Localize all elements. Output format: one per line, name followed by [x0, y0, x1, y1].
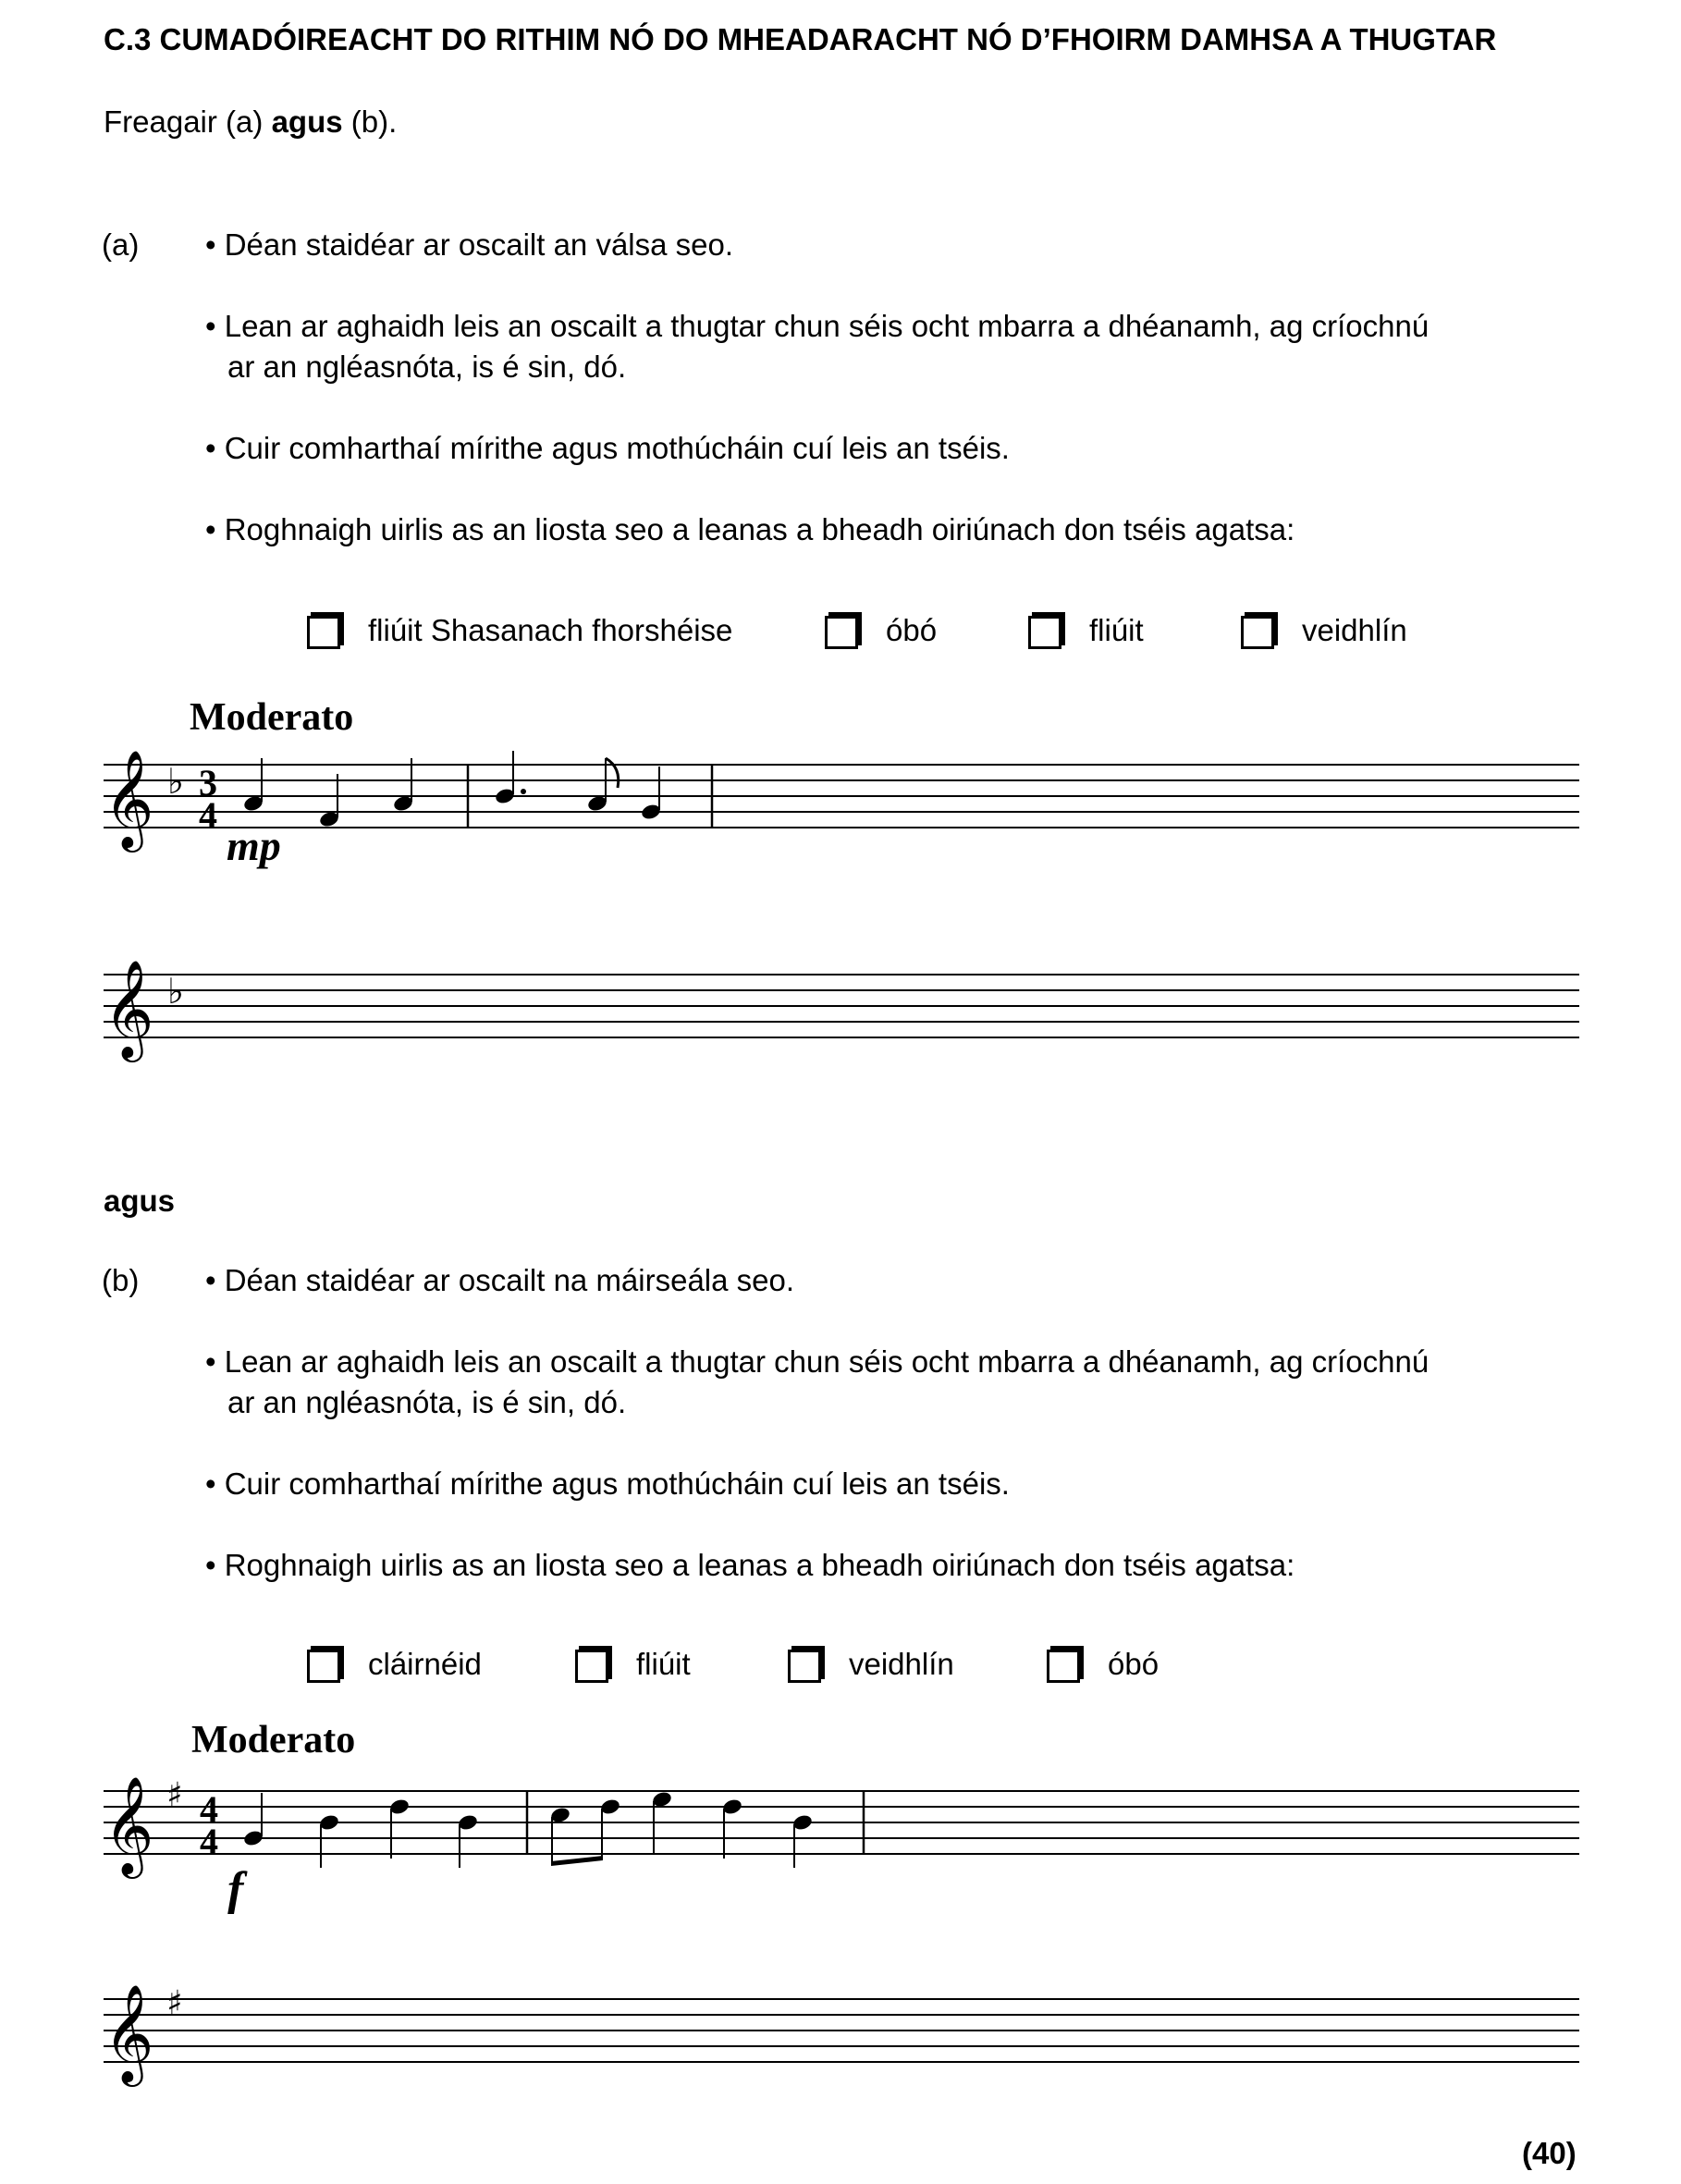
instruction: [104, 104, 397, 140]
note: [392, 758, 414, 813]
option-a-oboe[interactable]: [825, 612, 937, 649]
staff-lines: [104, 1999, 1579, 2062]
note: [791, 1813, 814, 1868]
dynamic-marking: mp: [227, 822, 281, 869]
note: [599, 1798, 621, 1859]
dynamic-marking: f: [227, 1863, 244, 1914]
option-label: fliúit: [1089, 613, 1144, 647]
checkbox-icon[interactable]: [575, 1650, 608, 1683]
section-title: C.3 CUMADÓIREACHT DO RITHIM NÓ DO MHEADARACHT NÓ D’FHOIRM DAMHSA A THUGTAR: [104, 22, 1497, 56]
option-b-violin[interactable]: [788, 1646, 954, 1683]
option-a-english-horn[interactable]: [307, 612, 732, 649]
part-b-bullet-2-cont: ar an ngléasnóta, is é sin, dó.: [227, 1385, 627, 1419]
note: [242, 758, 264, 813]
instruction-bold: agus: [271, 104, 343, 139]
option-label: fliúit: [636, 1647, 691, 1681]
note: [640, 767, 662, 821]
staff-a-2[interactable]: [0, 943, 1681, 1082]
beam: [551, 1856, 603, 1866]
part-a-bullet-4: • Roghnaigh uirlis as an liosta seo a leanas a bheadh oiriúnach don tséis agatsa:: [205, 512, 1295, 546]
part-b-bullet-3: • Cuir comharthaí mírithe agus mothúcháin cuí leis an tséis.: [205, 1466, 1010, 1501]
checkbox-icon[interactable]: [825, 616, 858, 649]
option-label: veidhlín: [849, 1647, 954, 1681]
checkbox-icon[interactable]: [1047, 1650, 1080, 1683]
marks-total: (40): [1522, 2136, 1577, 2170]
staff-lines: [104, 975, 1579, 1037]
part-b-bullet-2: • Lean ar aghaidh leis an oscailt a thugtar chun séis ocht mbarra a dhéanamh, ag críochnú: [205, 1344, 1429, 1379]
staff-b-2[interactable]: [0, 1960, 1681, 2099]
note: [494, 751, 526, 805]
note: [318, 1813, 340, 1868]
option-b-oboe[interactable]: [1047, 1646, 1159, 1683]
option-a-violin[interactable]: [1241, 612, 1407, 649]
part-a-bullet-2: • Lean ar aghaidh leis an oscailt a thugtar chun séis ocht mbarra a dhéanamh, ag críochnú: [205, 309, 1429, 343]
option-label: fliúit Shasanach fhorshéise: [368, 613, 733, 647]
tempo-marking-a: Moderato: [190, 696, 354, 739]
part-b-label: (b): [102, 1263, 140, 1297]
note: [457, 1813, 479, 1868]
part-a-bullet-2-cont: ar an ngléasnóta, is é sin, dó.: [227, 350, 627, 384]
tempo-marking-b: Moderato: [191, 1719, 356, 1761]
option-a-flute[interactable]: [1028, 612, 1144, 649]
part-a-bullet-1: • Déan staidéar ar oscailt an válsa seo.: [205, 227, 734, 262]
checkbox-icon[interactable]: [307, 1650, 340, 1683]
time-signature-bottom: 4: [199, 794, 217, 836]
key-sharp-icon: ♯: [166, 1984, 183, 2022]
instruction-text-end: (b).: [342, 104, 398, 139]
checkbox-icon[interactable]: [788, 1650, 821, 1683]
checkbox-icon[interactable]: [1241, 616, 1274, 649]
key-flat-icon: ♭: [167, 761, 184, 802]
option-label: veidhlín: [1302, 613, 1407, 647]
part-a-bullet-3: • Cuir comharthaí mírithe agus mothúcháin cuí leis an tséis.: [205, 431, 1010, 465]
checkbox-icon[interactable]: [1028, 616, 1061, 649]
part-b-bullet-1: • Déan staidéar ar oscailt na máirseála seo.: [205, 1263, 795, 1297]
note: [586, 758, 619, 813]
key-flat-icon: ♭: [167, 971, 184, 1012]
treble-clef-icon: 𝄞: [104, 749, 154, 848]
note: [388, 1798, 411, 1859]
checkbox-icon[interactable]: [307, 616, 340, 649]
note: [318, 774, 340, 828]
option-label: cláirnéid: [368, 1647, 482, 1681]
option-label: óbó: [886, 613, 938, 647]
option-b-flute[interactable]: [575, 1646, 691, 1683]
treble-clef-icon: 𝄞: [104, 1775, 154, 1874]
part-b-bullet-4: • Roghnaigh uirlis as an liosta seo a leanas a bheadh oiriúnach don tséis agatsa:: [205, 1548, 1295, 1582]
time-signature-top: 4: [200, 1788, 218, 1830]
staff-b-1[interactable]: [0, 1766, 1681, 1914]
option-b-clarinet[interactable]: [307, 1646, 482, 1683]
option-label: óbó: [1108, 1647, 1160, 1681]
key-sharp-icon: ♯: [166, 1776, 183, 1814]
part-a-label: (a): [102, 227, 140, 262]
treble-clef-icon: 𝄞: [104, 959, 154, 1058]
instruction-text: Freagair (a): [104, 104, 272, 139]
note: [721, 1798, 743, 1859]
time-signature-top: 3: [199, 762, 217, 804]
time-signature-bottom: 4: [200, 1821, 218, 1862]
agus-label: agus: [104, 1184, 176, 1218]
note: [242, 1793, 264, 1847]
treble-clef-icon: 𝄞: [104, 1983, 154, 2082]
staff-a-1[interactable]: [0, 740, 1681, 878]
